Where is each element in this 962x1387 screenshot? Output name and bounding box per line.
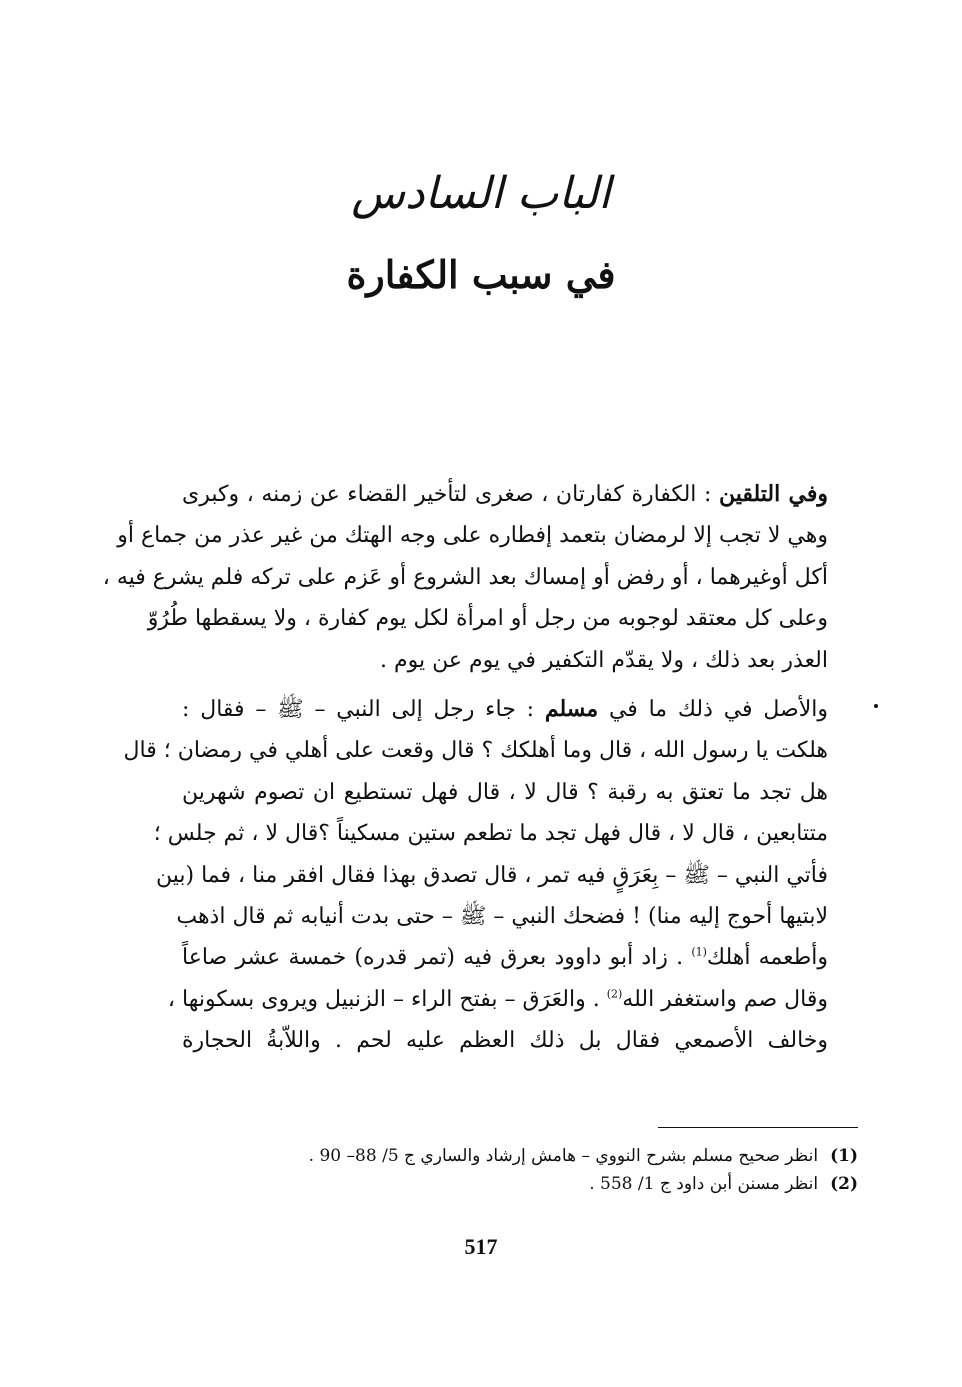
footnote-ref: (1) bbox=[691, 946, 707, 960]
paragraph-2 bbox=[123, 689, 858, 1062]
footnote bbox=[182, 1142, 858, 1170]
text-line: وأطعمه أهلك$^{(1)}$ . زاد أبو داوود بعرق فيه (تمر قدره) خمسة عشر صاعاً bbox=[182, 945, 829, 971]
body-text bbox=[102, 474, 858, 1062]
text-line: وفي التلقين : الكفارة كفارتان ، صغرى لتأخير القضاء عن زمنه ، وكبرى bbox=[182, 481, 828, 507]
text-line: أكل أوغيرهما ، أو رفض أو إمساك بعد الشروع أو عَزم على تركه فلم يشرع فيه ، bbox=[102, 564, 828, 590]
source-name: وفي التلقين bbox=[719, 481, 828, 507]
chapter-title: في سبب الكفارة bbox=[346, 252, 616, 297]
text-line: هل تجد ما تعتق به رقبة ؟ قال لا ، قال فهل تستطيع ان تصوم شهرين bbox=[182, 779, 828, 805]
text-line: وعلى كل معتقد لوجوبه من رجل أو امرأة لكل يوم كفارة ، ولا يسقطها طُرُوّ bbox=[147, 606, 828, 632]
footnote bbox=[182, 1170, 858, 1198]
footnote-text: انظر مسنن أبن داود ج 1/ 558 . bbox=[589, 1174, 819, 1194]
footnote-number: (2) bbox=[830, 1174, 858, 1194]
text-line: وهي لا تجب إلا لرمضان بتعمد إفطاره على وجه الهتك من غير عذر من جماع أو bbox=[117, 523, 828, 549]
text-line: العذر بعد ذلك ، ولا يقدّم التكفير في يوم عن يوم . bbox=[380, 647, 828, 673]
footnote-ref: (2) bbox=[606, 987, 623, 1001]
scan-speck bbox=[874, 704, 878, 708]
footnote-text: انظر صحيح مسلم بشرح النووي – هامش إرشاد والساري ج 5/ 88– 90 . bbox=[308, 1146, 819, 1166]
text-line: فأتي النبي – ﷺ – بِعَرَقٍ فيه تمر ، قال تصدق بهذا فقال افقر منا ، فما (بين bbox=[156, 862, 828, 888]
text-line: وخالف الأصمعي فقال بل ذلك العظم عليه لحم . واللاّبةُ الحجارة bbox=[182, 1028, 828, 1054]
source-name: مسلم bbox=[544, 696, 599, 723]
page-number: 517 bbox=[464, 1234, 498, 1259]
footnotes bbox=[182, 1142, 858, 1198]
footnote-number: (1) bbox=[830, 1146, 858, 1166]
chapter-number: الباب السادس bbox=[351, 168, 611, 219]
text-line: متتابعين ، قال لا ، قال فهل تجد ما تطعم ستين مسكيناً ؟قال لا ، ثم جلس ؛ bbox=[153, 821, 828, 847]
text-line: هلكت يا رسول الله ، قال وما أهلكك ؟ قال وقعت على أهلي في رمضان ؛ قال bbox=[123, 738, 828, 764]
footnote-divider bbox=[658, 1127, 858, 1128]
paragraph-1 bbox=[102, 474, 858, 681]
text-line: والأصل في ذلك ما في مسلم : جاء رجل إلى النبي – ﷺ – فقال : bbox=[182, 696, 828, 723]
text-line: لابتيها أحوج إليه منا) ! فضحك النبي – ﷺ – حتى بدت أنيابه ثم قال اذهب bbox=[176, 904, 828, 930]
text-line: وقال صم واستغفر الله$^{(2)}$ . والعَرَق – بفتح الراء – الزنبيل ويروى بسكونها ، bbox=[167, 986, 828, 1012]
